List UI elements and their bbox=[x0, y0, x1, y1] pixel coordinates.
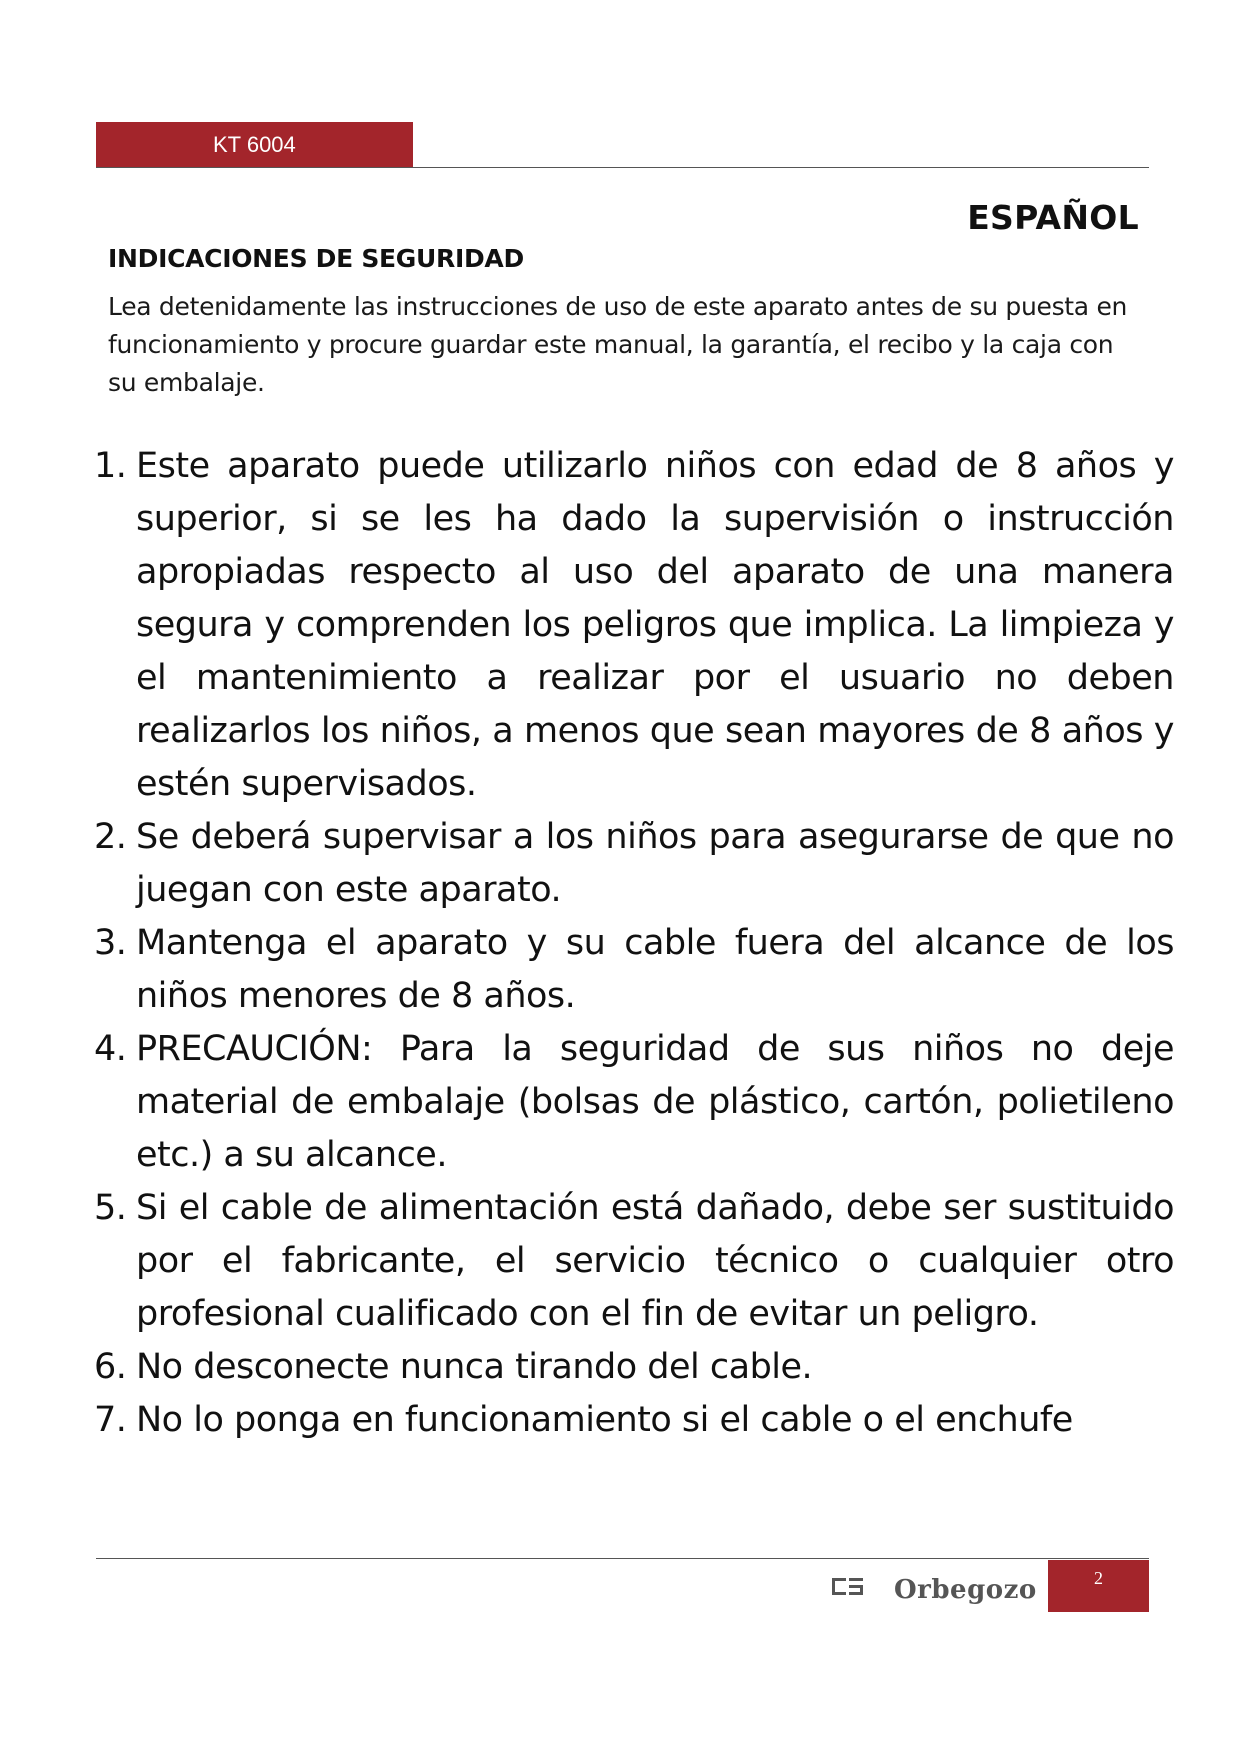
item-text: Si el cable de alimentación está dañado, debe ser sustituido por el fabricante, el servicio técnico o cualquier otro profesional cualificado con el fin de evitar un peligro. bbox=[136, 1188, 1174, 1334]
brand-logo bbox=[832, 1567, 1037, 1611]
list-item bbox=[0, 811, 1174, 917]
page-number-box bbox=[1048, 1560, 1149, 1612]
list-item bbox=[0, 917, 1174, 1023]
list-item bbox=[0, 1023, 1174, 1182]
item-number: 5. bbox=[94, 1188, 127, 1228]
page-number: 2 bbox=[1094, 1568, 1103, 1588]
section-title: INDICACIONES DE SEGURIDAD bbox=[108, 244, 524, 273]
item-text: PRECAUCIÓN: Para la seguridad de sus niños no deje material de embalaje (bolsas de plástico, cartón, polietileno etc.) a su alcance. bbox=[136, 1029, 1174, 1175]
item-number: 2. bbox=[94, 817, 127, 857]
safety-list bbox=[0, 440, 1241, 1447]
item-number: 1. bbox=[94, 446, 127, 486]
model-label: KT 6004 bbox=[213, 132, 296, 157]
item-number: 7. bbox=[94, 1400, 127, 1440]
item-number: 4. bbox=[94, 1029, 127, 1069]
item-number: 6. bbox=[94, 1347, 127, 1387]
intro-paragraph: Lea detenidamente las instrucciones de uso de este aparato antes de su puesta en funcionamiento y procure guardar este manual, la garantía, el recibo y la caja con su embalaje. bbox=[108, 292, 1128, 397]
svg-text:Orbegozo: Orbegozo bbox=[894, 1575, 1037, 1605]
footer-divider bbox=[96, 1558, 1149, 1559]
model-tab bbox=[96, 122, 413, 168]
list-item bbox=[0, 1341, 1174, 1394]
item-text: No desconecte nunca tirando del cable. bbox=[136, 1347, 813, 1387]
header-divider bbox=[96, 167, 1149, 168]
item-text: Mantenga el aparato y su cable fuera del alcance de los niños menores de 8 años. bbox=[136, 923, 1174, 1016]
list-item bbox=[0, 440, 1174, 811]
language-heading: ESPAÑOL bbox=[967, 198, 1139, 237]
item-number: 3. bbox=[94, 923, 127, 963]
list-item bbox=[0, 1182, 1174, 1341]
list-item bbox=[0, 1394, 1174, 1447]
item-text: Se deberá supervisar a los niños para asegurarse de que no juegan con este aparato. bbox=[136, 817, 1174, 910]
item-text: Este aparato puede utilizarlo niños con edad de 8 años y superior, si se les ha dado la supervisión o instrucción apropiadas respecto al uso del aparato de una manera segura y comprenden los peligros que implica. La limpieza y el mantenimiento a realizar por el usuario no deben realizarlos los niños, a menos que sean mayores de 8 años y estén supervisados. bbox=[136, 446, 1174, 804]
item-text: No lo ponga en funcionamiento si el cable o el enchufe bbox=[136, 1400, 1073, 1440]
